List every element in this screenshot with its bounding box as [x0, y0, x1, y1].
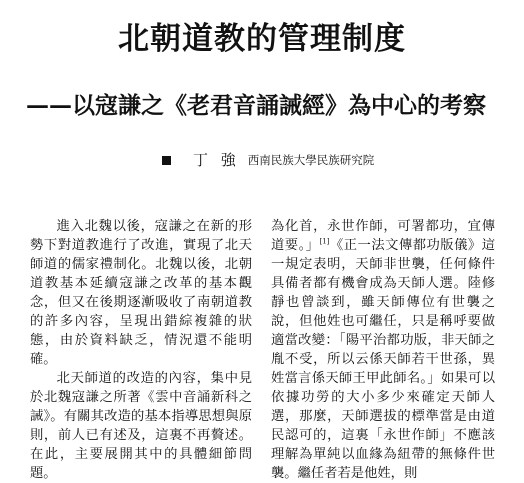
paragraph: 北天師道的改造的內容，集中見於北魏寇謙之所著《雲中音誦新科之誡》。有關其改造的基本指導思想與原則，前人已有述及，這裏不再贅述。在此，主要展開其中的具體細節問題。 [30, 371, 252, 481]
footnote-marker[interactable]: [1] [319, 237, 330, 246]
byline [162, 151, 374, 169]
body-text: 《正一法文傳都功版儀》這一規定表明，天師非世襲，任何條件具備者都有機會成為天師人選。陸修靜也曾談到，雖天師傳位有世襲之說，但他姓也可繼任，只是稱呼要做適當改變：「陽平治都功版，非天師之胤不受，所以云係天師若干世孫，異姓當言係天師王甲此師名。」如果可以依據功勞的大小多少來確定天師人選，那麼，天師選拔的標準當是由道民認可的，這裏「永世作師」不應該理解為單純以血緣為紐帶的無條件世襲。繼任者若是他姓，則 [271, 238, 495, 481]
left-column [30, 217, 252, 483]
paper-title: 北朝道教的管理制度 [118, 21, 406, 57]
square-bullet-icon [162, 156, 171, 165]
author-affiliation: 西南民族大學民族研究院 [247, 153, 375, 167]
author-name: 丁 強 [193, 151, 240, 169]
paper-subtitle: ——以寇謙之《老君音誦誡經》為中心的考察 [26, 92, 486, 119]
paragraph: 進入北魏以後，寇謙之在新的形勢下對道教進行了改進，實現了北天師道的儒家禮制化。北魏以後，北朝道教基本延續寇謙之改革的基本觀念，但又在後期逐漸吸收了南朝道教的許多內容，呈現出錯綜複雜的狀態，由於資料缺乏，情況還不能明確。 [30, 219, 252, 367]
paragraph-continuation [271, 217, 495, 483]
right-column [271, 217, 495, 483]
body-text: 為化首，永世作師，可署都功，宜傳道要。」 [271, 219, 495, 253]
